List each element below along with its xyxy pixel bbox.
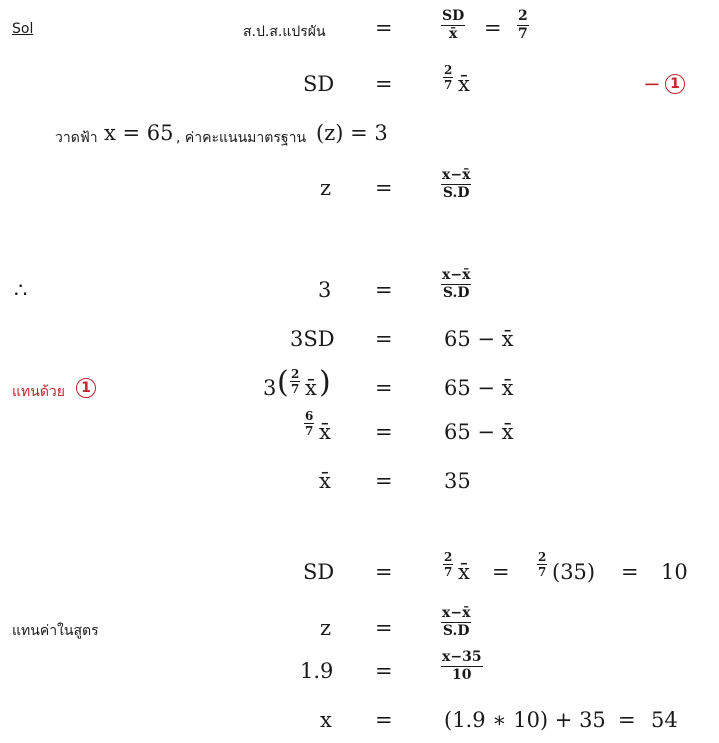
denominator: 7 — [538, 565, 547, 579]
lhs-three: 3 — [263, 376, 277, 400]
equals-sign: = — [375, 560, 393, 584]
fraction-two-sevenths — [517, 8, 529, 43]
circled-one-icon: 1 — [76, 378, 96, 398]
denominator: 7 — [444, 78, 453, 92]
lhs-z: z — [320, 176, 332, 200]
denominator: S.D — [442, 185, 470, 201]
lhs-x: x — [320, 708, 332, 732]
lhs-sd: SD — [303, 72, 335, 96]
denominator: x̄ — [448, 26, 458, 42]
result-54: 54 — [651, 708, 678, 732]
x-equals-65: x = 65 — [104, 121, 174, 145]
substitute-label: แทนด้วย — [12, 384, 65, 400]
result-10: 10 — [661, 560, 688, 584]
minus-sign: − — [643, 72, 661, 96]
rhs-65-minus-xbar: 65 − x̄ — [444, 327, 514, 351]
rhs-65-minus-xbar: 65 − x̄ — [444, 376, 514, 400]
lhs-1-9: 1.9 — [300, 659, 334, 683]
fraction-two-sevenths — [443, 550, 453, 579]
fraction-x-minus-35-over-10 — [441, 649, 483, 684]
sol-label: Sol — [12, 21, 34, 37]
fraction-z-formula — [441, 167, 471, 202]
fraction-six-sevenths — [304, 409, 314, 438]
denominator: 7 — [305, 424, 314, 438]
equals-sign: = — [375, 278, 393, 302]
equals-sign: = — [375, 376, 393, 400]
lhs-z: z — [320, 616, 332, 640]
left-paren: ( — [277, 365, 289, 400]
circled-one-icon: 1 — [665, 74, 685, 94]
lhs-3sd: 3SD — [290, 327, 335, 351]
numerator: 6 — [305, 409, 314, 423]
denominator: 7 — [518, 26, 528, 42]
equals-sign: = — [484, 16, 502, 40]
denominator: S.D — [442, 623, 470, 639]
variation-label: ส.ป.ส.แปรผัน — [243, 24, 326, 40]
numerator: 2 — [291, 367, 300, 381]
rhs-65-minus-xbar: 65 − x̄ — [444, 420, 514, 444]
right-paren: ) — [319, 365, 331, 400]
denominator: 10 — [452, 667, 472, 683]
xbar-symbol: x̄ — [458, 72, 470, 96]
xbar-symbol: x̄ — [319, 420, 331, 444]
equals-sign: = — [375, 176, 393, 200]
numerator: x−x̄ — [442, 267, 471, 283]
xbar-symbol: x̄ — [458, 560, 470, 584]
paren-35: (35) — [552, 560, 596, 584]
xbar-symbol: x̄ — [305, 376, 317, 400]
numerator: x−x̄ — [442, 167, 471, 183]
equals-sign: = — [375, 72, 393, 96]
numerator: SD — [442, 8, 465, 24]
equals-sign: = — [375, 659, 393, 683]
fraction-sd-over-xbar — [441, 8, 465, 43]
equals-sign: = — [375, 327, 393, 351]
lhs-three: 3 — [318, 278, 332, 302]
numerator: x−x̄ — [442, 605, 471, 621]
z-equals-3: (z) = 3 — [316, 121, 388, 145]
fraction-two-sevenths — [443, 63, 453, 92]
lhs-xbar: x̄ — [319, 469, 331, 493]
fraction-two-sevenths — [537, 550, 547, 579]
rhs-35: 35 — [444, 469, 471, 493]
substitute-in-formula-label: แทนค่าในสูตร — [12, 623, 99, 639]
denominator: 7 — [291, 382, 300, 396]
rhs-expression: (1.9 ∗ 10) + 35 — [444, 708, 606, 732]
numerator: 2 — [444, 63, 453, 77]
equals-sign: = — [375, 616, 393, 640]
lhs-sd: SD — [303, 560, 335, 584]
fraction-two-sevenths — [290, 367, 300, 396]
denominator: S.D — [442, 285, 470, 301]
equals-sign: = — [375, 708, 393, 732]
numerator: 2 — [444, 550, 453, 564]
fraction-z-formula — [441, 267, 471, 302]
fraction-z-formula — [441, 605, 471, 640]
numerator: 2 — [518, 8, 528, 24]
equals-sign: = — [621, 560, 639, 584]
equals-sign: = — [375, 420, 393, 444]
denominator: 7 — [444, 565, 453, 579]
equals-sign: = — [375, 469, 393, 493]
numerator: 2 — [538, 550, 547, 564]
equals-sign: = — [618, 708, 636, 732]
equals-sign: = — [375, 16, 393, 40]
therefore-symbol: ∴ — [14, 278, 28, 302]
std-score-label: , ค่าคะแนนมาตรฐาน — [176, 130, 307, 146]
equals-sign: = — [492, 560, 510, 584]
measure-prefix-label: วาดฟ้า — [55, 130, 98, 146]
numerator: x−35 — [442, 649, 482, 665]
